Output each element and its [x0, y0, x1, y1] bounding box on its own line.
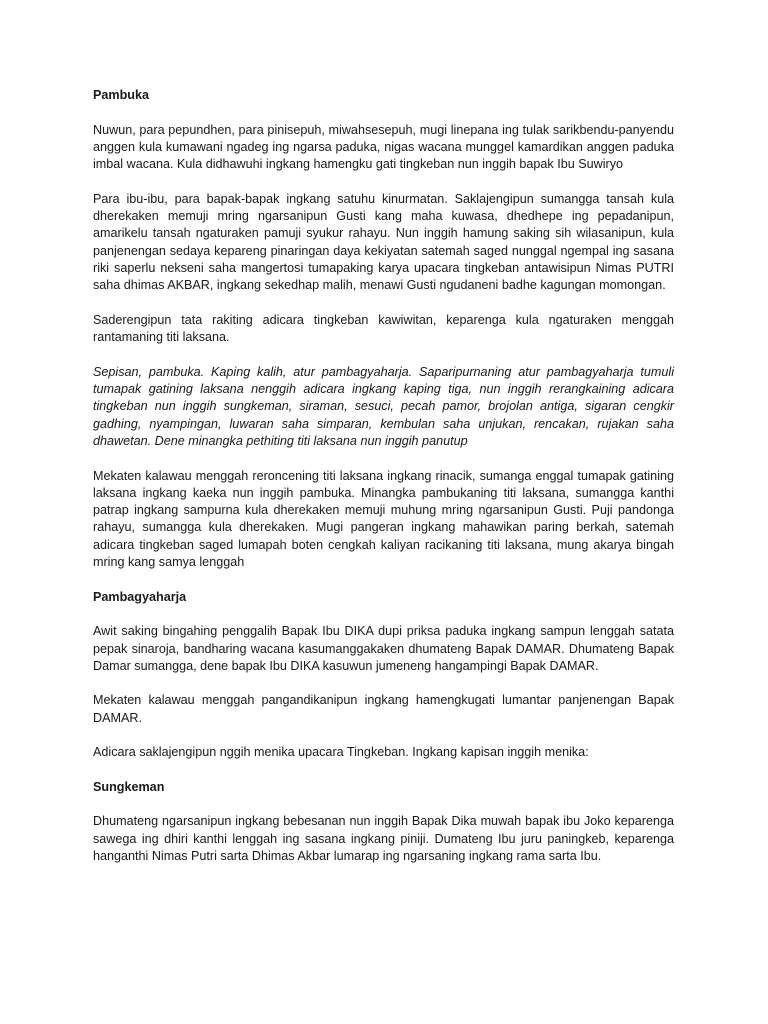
section-heading-sungkeman: Sungkeman: [93, 779, 165, 794]
paragraph: Para ibu-ibu, para bapak-bapak ingkang satuhu kinurmatan. Saklajengipun sumangga tansah kula dherekaken memuji mring ngarsanipun Gusti kang maha kuwasa, dhedhepe ing pepadanipun, amarikelu tansah ngaturaken pamuji syukur rahayu. Nun inggih hamung saking sih wilasanipun, kula panjenengan sedaya kepareng pinaringan daya kekiyatan satemah saged nunggal ngempal ing sasana riki saperlu nekseni saha mangertosi tumapaking karya upacara tingkeban antawisipun Nimas PUTRI saha dhimas AKBAR, ingkang sekedhap malih, menawi Gusti ngudaneni badhe kagungan momongan.: [93, 191, 674, 293]
paragraph: Mekaten kalawau menggah reroncening titi laksana ingkang rinacik, sumanga enggal tumapak gatining laksana ingkang kaeka nun inggih pambuka. Minangka pambukaning titi laksana, sumangga kanthi patrap ingkang sampurna kula dherekaken memuji muhung mring ngarsanipun Gusti. Puji pandonga rahayu, sumangga kula dherekaken. Mugi pangeran ingkang mahawikan paring berkah, satemah adicara tingkeban saged lumapah boten cengkah kaliyan racikaning titi laksana, mung akarya bingah mring kang samya lenggah: [93, 468, 674, 570]
agenda-paragraph: Sepisan, pambuka. Kaping kalih, atur pambagyaharja. Saparipurnaning atur pambagyaharja tumuli tumapak gatining laksana nenggih adicara ingkang kaping tiga, nun inggih rerangkaining adicara tingkeban nun inggih sungkeman, siraman, sesuci, pecah pamor, brojolan antiga, sigaran cengkir gadhing, nyampingan, luwaran saha simparan, kembulan saha unjukan, rencakan, rujakan saha dhawetan. Dene minangka pethiting titi laksana nun inggih panutup: [93, 364, 674, 448]
paragraph: Mekaten kalawau menggah pangandikanipun ingkang hamengkugati lumantar panjenengan Bapak DAMAR.: [93, 693, 674, 725]
section-heading-pambuka: Pambuka: [93, 88, 149, 102]
document-page: [93, 87, 674, 883]
paragraph: Saderengipun tata rakiting adicara tingkeban kawiwitan, keparenga kula ngaturaken menggah rantamaning titi laksana.: [93, 312, 674, 345]
paragraph: Adicara saklajengipun nggih menika upacara Tingkeban. Ingkang kapisan inggih menika:: [93, 745, 589, 760]
section-heading-pambagyaharja: Pambagyaharja: [93, 589, 187, 604]
paragraph: Dhumateng ngarsanipun ingkang bebesanan nun inggih Bapak Dika muwah bapak ibu Joko keparenga sawega ing dhiri kanthi lenggah ing sasana ingkang piniji. Dumateng Ibu juru paningkeb, keparenga hanganthi Nimas Putri sarta Dhimas Akbar lumarap ing ngarsaning ingkang rama sarta Ibu.: [93, 814, 674, 864]
paragraph: Awit saking bingahing penggalih Bapak Ibu DIKA dupi priksa paduka ingkang sampun lenggah satata pepak sinaroja, bandharing wacana kasumanggakaken dhumateng Bapak DAMAR. Dhumateng Bapak Damar sumangga, dene bapak Ibu DIKA kasuwun jumeneng hangampingi Bapak DAMAR.: [93, 624, 674, 673]
paragraph: Nuwun, para pepundhen, para pinisepuh, miwahsesepuh, mugi linepana ing tulak sarikbendu-panyendu anggen kula kumawani ngadeg ing ngarsa paduka, nigas wacana munggel kamardikan anggen paduka imbal wacana. Kula didhawuhi ingkang hamengku gati tingkeban nun inggih bapak Ibu Suwiryo: [93, 122, 674, 172]
